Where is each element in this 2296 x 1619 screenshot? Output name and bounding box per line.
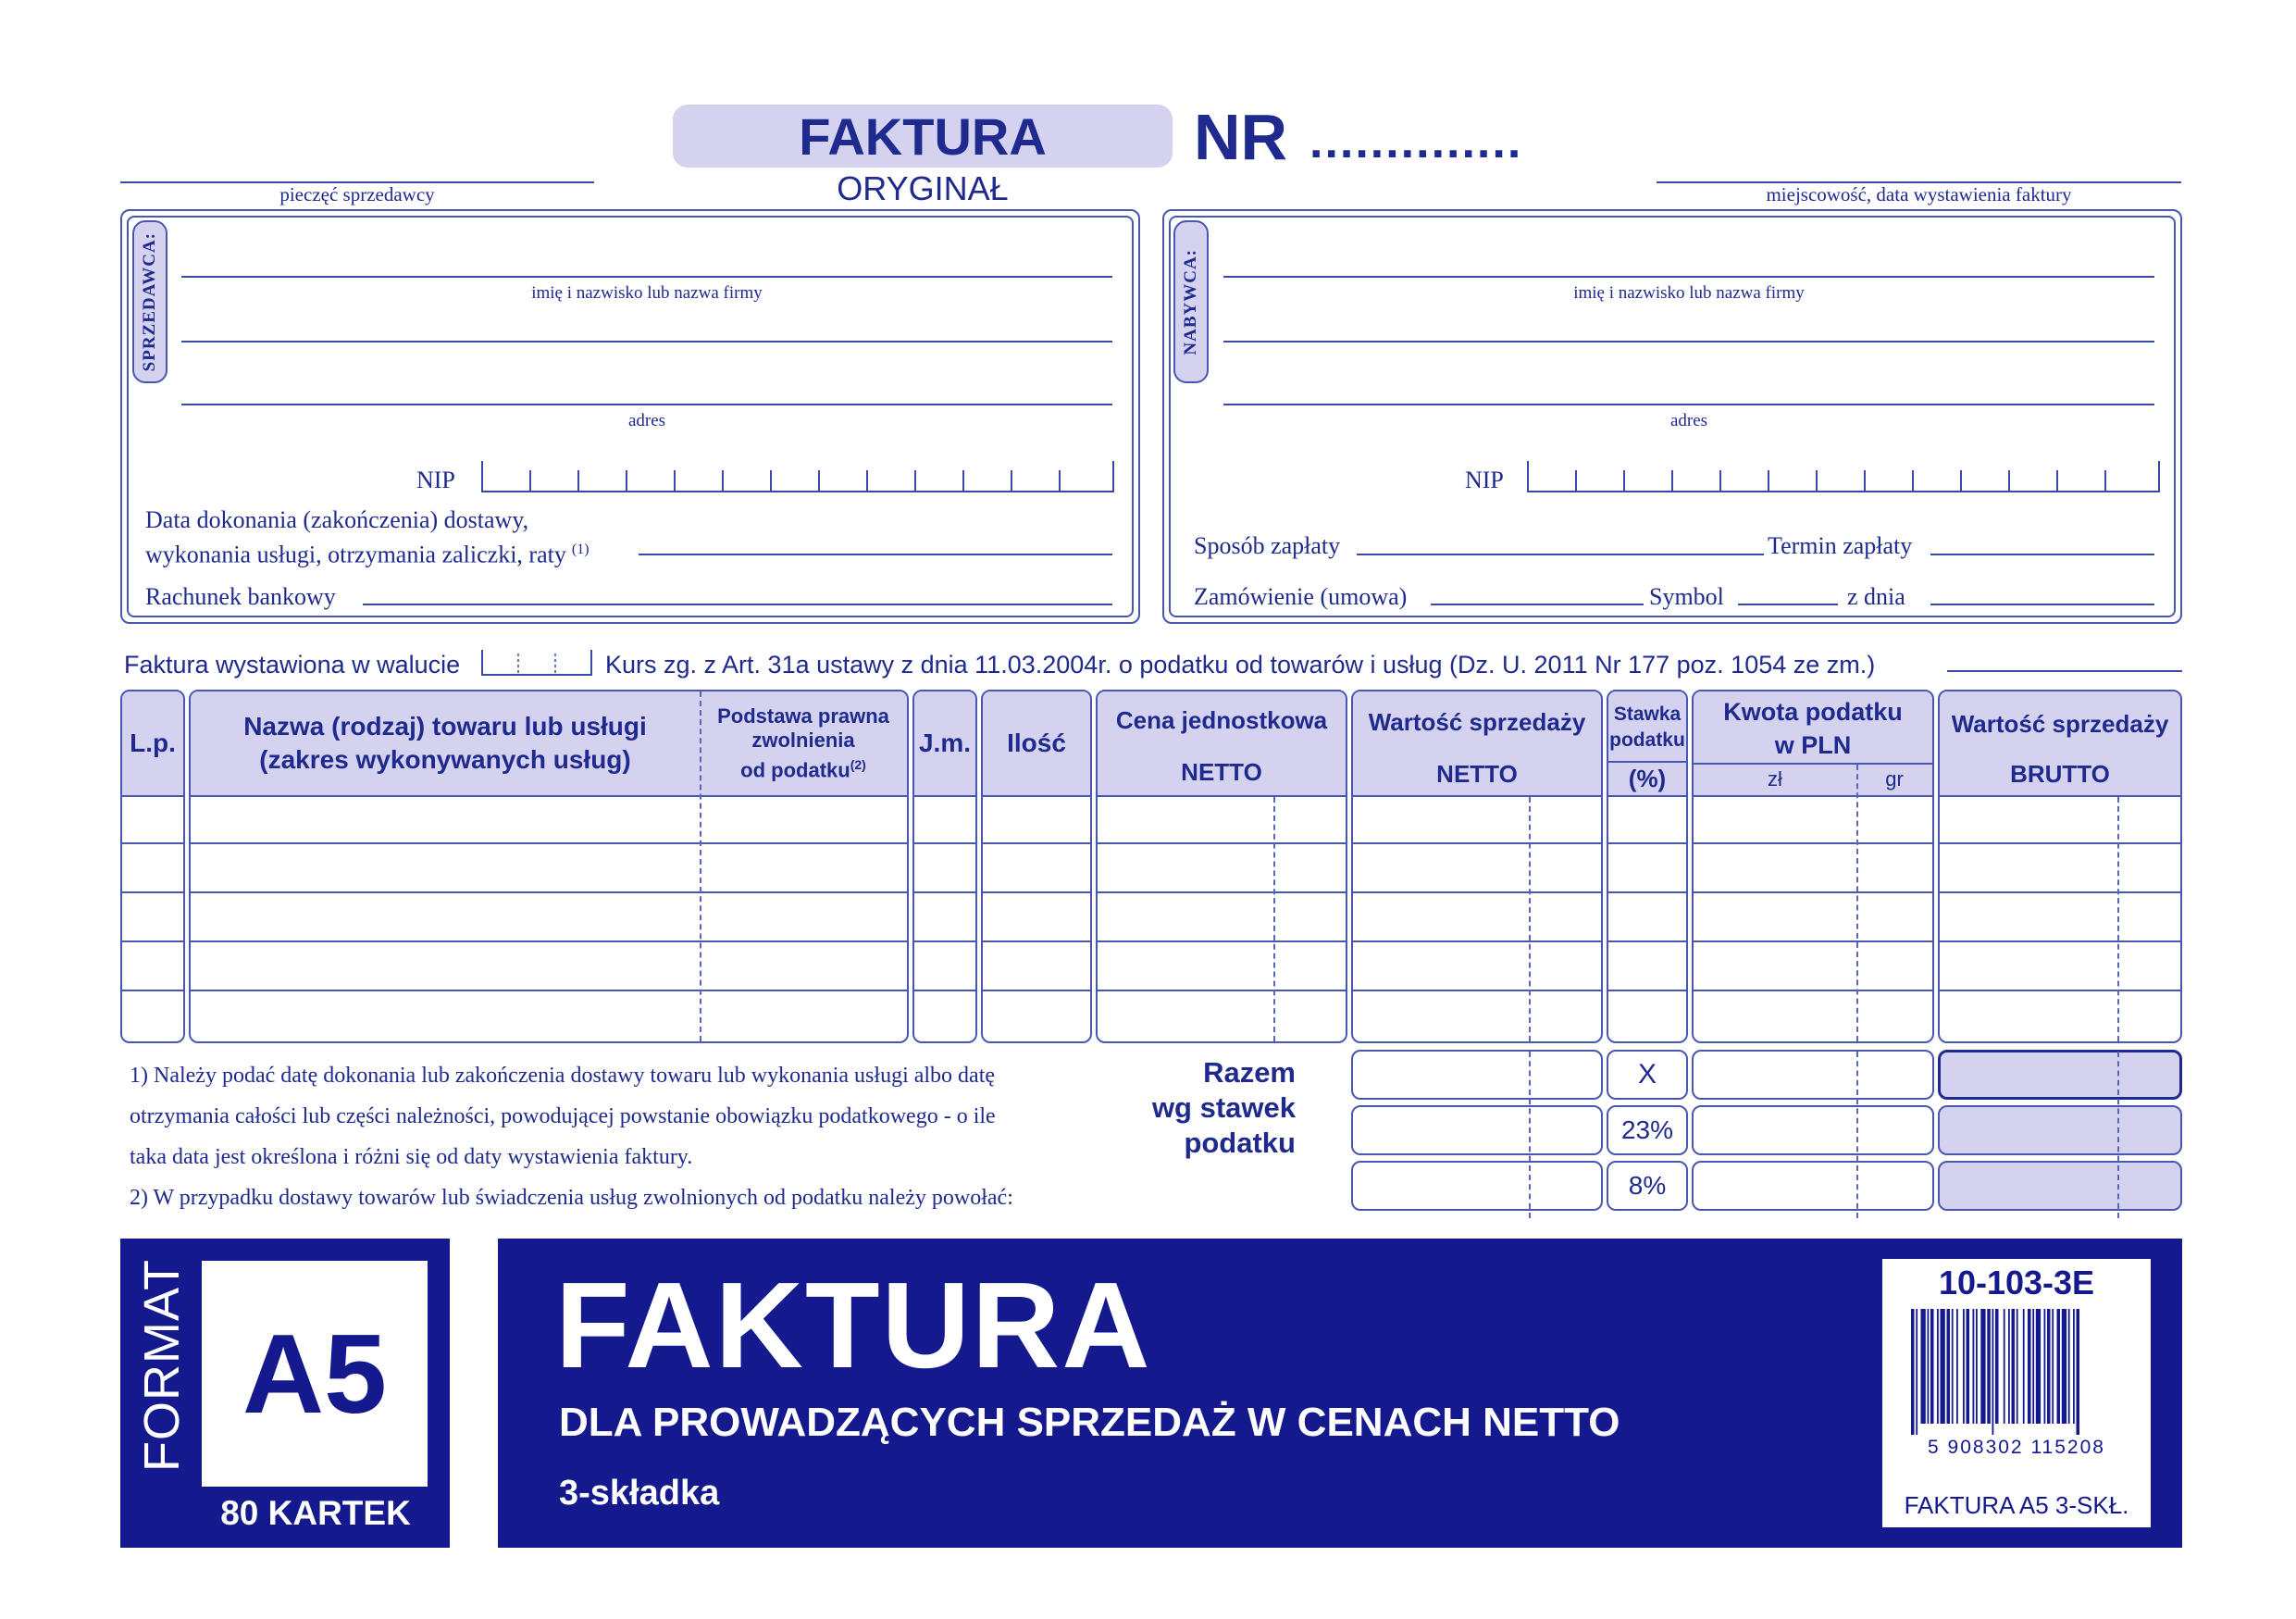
hdr-tax-gr: gr xyxy=(1885,767,1904,791)
table-row[interactable] xyxy=(120,942,2182,991)
title-banner xyxy=(673,105,1173,168)
hdr-rate-line1: Stawka xyxy=(1613,704,1682,725)
barcode-bar xyxy=(2068,1309,2070,1424)
seller-name-line-2[interactable] xyxy=(181,341,1112,342)
seller-bank-label: Rachunek bankowy xyxy=(145,583,336,610)
barcode-bar xyxy=(1973,1309,1975,1424)
hdr-basis-line1: Podstawa prawna xyxy=(717,704,889,728)
footnote-1-line3: taka data jest określona i różni się od daty wystawienia faktury. xyxy=(130,1145,693,1169)
totals-net-divider xyxy=(1529,1052,1531,1218)
name-basis-divider xyxy=(700,691,701,1041)
barcode-bar xyxy=(1995,1309,1999,1424)
seller-side-tab xyxy=(132,220,168,383)
hdr-net-value xyxy=(1353,705,1601,791)
seller-name-line[interactable] xyxy=(181,276,1112,278)
hdr-unit: J.m. xyxy=(918,729,972,757)
total-net-field[interactable] xyxy=(1351,1161,1603,1211)
hdr-unit-price-line2: NETTO xyxy=(1181,758,1262,786)
cover-copies: 3-składka xyxy=(559,1474,720,1513)
barcode-bar xyxy=(1911,1309,1915,1435)
hdr-tax xyxy=(1694,696,1932,761)
hdr-basis-line3: od podatku$^{(2)}$ xyxy=(740,756,866,782)
hdr-basis-line2: zwolnienia xyxy=(751,728,855,752)
hdr-basis xyxy=(700,691,907,795)
col-gap xyxy=(909,795,912,1043)
barcode-bar xyxy=(2017,1309,2018,1424)
buyer-nip-field[interactable] xyxy=(1527,461,2160,492)
footnote-1-line1: 1) Należy podać datę dokonania lub zakończenia dostawy towaru lub wykonania usługi albo datę xyxy=(130,1064,996,1088)
exchange-rate-line[interactable] xyxy=(1947,670,2182,672)
barcode-bar xyxy=(2073,1309,2075,1424)
seller-delivery-date-line[interactable] xyxy=(639,554,1112,555)
product-name: FAKTURA A5 3-SKŁ. xyxy=(1904,1490,2129,1519)
table-row[interactable] xyxy=(120,893,2182,942)
format-value-box xyxy=(202,1261,428,1487)
col-gap xyxy=(1347,795,1351,1043)
buyer-date-label: z dnia xyxy=(1847,583,1905,610)
hdr-tax-line2: w PLN xyxy=(1774,731,1852,759)
barcode-bar xyxy=(2028,1309,2031,1424)
barcode-bar xyxy=(1987,1309,1991,1424)
col-gap xyxy=(977,795,981,1043)
barcode-bar xyxy=(2044,1309,2046,1424)
seller-delivery-line2: wykonania usługi, otrzymania zaliczki, raty $^{(1)}$ xyxy=(145,541,590,568)
totals-tax-divider xyxy=(1856,1052,1858,1218)
total-net-field[interactable] xyxy=(1351,1050,1603,1100)
barcode-bar xyxy=(2032,1309,2034,1424)
hdr-unit-price-line1: Cena jednostkowa xyxy=(1115,706,1328,734)
sheet-count: 80 KARTEK xyxy=(220,1494,411,1532)
format-label: FORMAT xyxy=(134,1259,190,1472)
footnotes xyxy=(130,1055,1111,1218)
buyer-payment-method-line[interactable] xyxy=(1357,554,1764,555)
copy-label: ORYGINAŁ xyxy=(837,169,1009,207)
buyer-address-label: adres xyxy=(1669,411,1708,430)
hdr-tax-line1: Kwota podatku xyxy=(1723,698,1903,726)
invoice-number-label: NR xyxy=(1194,101,1288,173)
barcode-bar xyxy=(1930,1309,1934,1424)
col-gap xyxy=(1688,795,1692,1043)
seller-address-label: adres xyxy=(627,411,666,430)
barcode-bar xyxy=(2004,1309,2005,1424)
barcode-bar xyxy=(2023,1309,2025,1424)
barcode-bar xyxy=(1963,1309,1965,1424)
hdr-gross-line2: BRUTTO xyxy=(2010,760,2110,788)
barcode-bar xyxy=(1992,1309,1994,1435)
seller-side-label: SPRZEDAWCA: xyxy=(140,231,159,372)
barcode-bar xyxy=(1947,1309,1951,1424)
barcode-bar xyxy=(2036,1309,2041,1424)
seller-stamp-label: pieczęć sprzedawcy xyxy=(279,182,435,205)
totals-label xyxy=(1092,1055,1296,1161)
barcode-bar xyxy=(2062,1309,2066,1424)
hdr-name-line2: (zakres wykonywanych usług) xyxy=(259,745,631,774)
gross-cents-divider xyxy=(2117,797,2119,1041)
total-rate-cell: 8% xyxy=(1607,1161,1688,1211)
hdr-name xyxy=(191,691,700,795)
format-label-wrap xyxy=(130,1250,194,1481)
seller-delivery-line1: Data dokonania (zakończenia) dostawy, xyxy=(145,506,529,533)
barcode-bar xyxy=(2052,1309,2054,1424)
col-gap xyxy=(1603,795,1607,1043)
seller-delivery-label xyxy=(145,505,590,570)
hdr-qty: Ilość xyxy=(1007,729,1066,757)
currency-field[interactable] xyxy=(481,650,592,676)
col-gap xyxy=(185,795,189,1043)
buyer-order-label: Zamówienie (umowa) xyxy=(1194,583,1408,610)
buyer-nip-label: NIP xyxy=(1465,467,1504,493)
total-rate-cell: X xyxy=(1607,1050,1688,1100)
footnote-1-line2: otrzymania całości lub części należności, powodującej powstanie obowiązku podatkowego - o ile xyxy=(130,1104,996,1128)
table-row[interactable] xyxy=(120,844,2182,893)
place-date-label: miejscowość, data wystawienia faktury xyxy=(1766,182,2072,205)
format-value: A5 xyxy=(242,1311,387,1437)
col-gap xyxy=(1934,795,1938,1043)
hdr-name-line1: Nazwa (rodzaj) towaru lub usługi xyxy=(243,712,647,741)
product-code: 10-103-3E xyxy=(1938,1264,2095,1301)
seller-address-line[interactable] xyxy=(181,404,1112,405)
buyer-name-line-2[interactable] xyxy=(1223,341,2154,342)
buyer-side-label: NABYWCA: xyxy=(1181,248,1200,355)
buyer-payment-term-line[interactable] xyxy=(1930,554,2154,555)
table-row[interactable] xyxy=(120,991,2182,1041)
buyer-address-line[interactable] xyxy=(1223,404,2154,405)
barcode-digits: 5 908302 115208 xyxy=(1928,1437,2105,1458)
barcode-bar xyxy=(1952,1309,1954,1424)
hdr-lp: L.p. xyxy=(130,729,176,757)
totals-label-line3: podatku xyxy=(1184,1127,1296,1159)
barcode-bar xyxy=(2012,1309,2016,1424)
hdr-rate-line3: (%) xyxy=(1628,765,1667,792)
buyer-name-line[interactable] xyxy=(1223,276,2154,278)
seller-nip-label: NIP xyxy=(416,467,455,493)
barcode-bar xyxy=(2008,1309,2010,1424)
barcode-bar xyxy=(1967,1309,1970,1424)
hdr-rate xyxy=(1608,696,1686,759)
barcode xyxy=(1902,1305,2131,1463)
buyer-symbol-label: Symbol xyxy=(1649,583,1724,610)
total-net-field[interactable] xyxy=(1351,1105,1603,1155)
hdr-rate-line2: podatku xyxy=(1609,729,1685,751)
buyer-order-line[interactable] xyxy=(1431,604,1644,605)
tax-gr-divider xyxy=(1856,765,1858,1041)
total-rate-cell: 23% xyxy=(1607,1105,1688,1155)
hdr-unit-price xyxy=(1098,704,1346,789)
footnote-2: 2) W przypadku dostawy towarów lub świadczenia usług zwolnionych od podatku należy powołać: xyxy=(130,1186,1013,1210)
buyer-payment-method-label: Sposób zapłaty xyxy=(1194,532,1341,559)
buyer-side-tab xyxy=(1173,220,1209,383)
buyer-date-line[interactable] xyxy=(1930,604,2154,605)
invoice-number-dots[interactable]: .............. xyxy=(1309,115,1523,168)
seller-name-label: imię i nazwisko lub nazwa firmy xyxy=(531,283,763,303)
totals-gross-divider xyxy=(2117,1052,2119,1218)
invoice-title: FAKTURA xyxy=(799,106,1047,166)
barcode-bar xyxy=(1980,1309,1985,1424)
barcode-bar xyxy=(1921,1309,1926,1424)
hdr-net-value-line2: NETTO xyxy=(1436,760,1518,788)
net-value-cents-divider xyxy=(1529,797,1531,1041)
col-gap xyxy=(1092,795,1096,1043)
seller-nip-field[interactable] xyxy=(481,461,1114,492)
total-gross-field[interactable] xyxy=(1938,1105,2182,1155)
table-row[interactable] xyxy=(120,795,2182,844)
total-gross-field[interactable] xyxy=(1938,1161,2182,1211)
barcode-bar xyxy=(1941,1309,1945,1424)
buyer-name-label: imię i nazwisko lub nazwa firmy xyxy=(1573,283,1805,303)
total-gross-field[interactable] xyxy=(1938,1050,2182,1100)
buyer-payment-term-label: Termin zapłaty xyxy=(1768,532,1913,559)
cover-subtitle: DLA PROWADZĄCYCH SPRZEDAŻ W CENACH NETTO xyxy=(559,1400,1620,1445)
hdr-net-value-line1: Wartość sprzedaży xyxy=(1368,708,1586,736)
currency-label: Faktura wystawiona w walucie xyxy=(124,651,461,679)
hdr-gross xyxy=(1940,707,2180,791)
barcode-bar xyxy=(1928,1309,1930,1424)
total-tax-field[interactable] xyxy=(1692,1105,1934,1155)
barcode-bar xyxy=(1976,1309,1978,1424)
barcode-bar xyxy=(1916,1309,1917,1435)
cover-title: FAKTURA xyxy=(555,1257,1152,1393)
barcode-bar xyxy=(2047,1309,2051,1424)
barcode-bar xyxy=(2057,1309,2061,1424)
totals-label-line1: Razem xyxy=(1203,1056,1296,1089)
buyer-symbol-line[interactable] xyxy=(1738,604,1838,605)
total-tax-field[interactable] xyxy=(1692,1050,1934,1100)
hdr-gross-line1: Wartość sprzedaży xyxy=(1951,710,2169,738)
barcode-bar xyxy=(2077,1309,2080,1435)
total-tax-field[interactable] xyxy=(1692,1161,1934,1211)
unit-price-cents-divider xyxy=(1273,797,1275,1041)
exchange-rate-text: Kurs zg. z Art. 31a ustawy z dnia 11.03.2004r. o podatku od towarów i usług (Dz. U. 2011 Nr 177 poz. 1054 ze zm.) xyxy=(605,651,1876,679)
barcode-bar xyxy=(1956,1309,1958,1424)
seller-bank-line[interactable] xyxy=(363,604,1112,605)
totals-label-line2: wg stawek xyxy=(1151,1091,1296,1124)
barcode-bar xyxy=(1937,1309,1939,1424)
hdr-tax-zl: zł xyxy=(1768,767,1782,791)
